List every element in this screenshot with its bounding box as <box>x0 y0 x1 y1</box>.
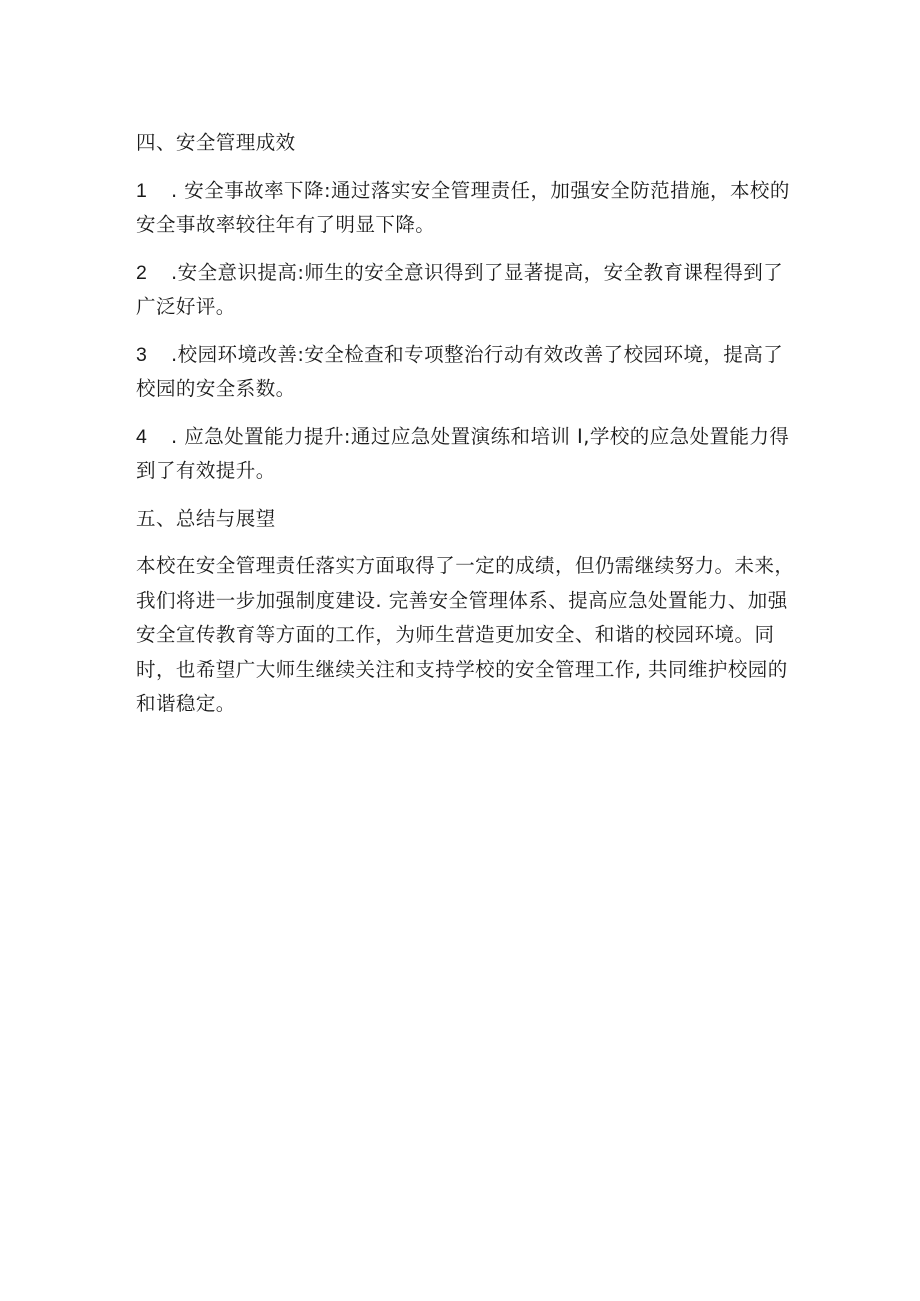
list-item-text: . 安全事故率下降:通过落实安全管理责任，加强安全防范措施，本校的 <box>171 178 790 202</box>
spacer <box>136 325 791 338</box>
spacer <box>136 536 791 549</box>
list-item-number: 2 <box>136 261 148 284</box>
section-5-heading: 五、总结与展望 <box>136 506 276 530</box>
list-item-text: .安全意识提高:师生的安全意识得到了显著提高，安全教育课程得到了 <box>171 260 784 284</box>
list-item-number: 1 <box>136 179 148 202</box>
list-item-3 <box>136 338 791 407</box>
list-item-line <box>136 420 791 455</box>
spacer <box>136 161 791 174</box>
spacer <box>136 407 791 420</box>
paragraph-line: 安全宣传教育等方面的工作，为师生营造更加安全、和谐的校园环境。同 <box>136 623 775 646</box>
list-item-number: 3 <box>136 343 148 366</box>
summary-paragraph <box>136 549 795 722</box>
spacer <box>136 489 791 502</box>
list-item-text: . 应急处置能力提升:通过应急处置演练和培训 I,学校的应急处置能力得 <box>171 424 790 448</box>
list-item-number: 4 <box>136 425 148 448</box>
paragraph-line: 本校在安全管理责任落实方面取得了一定的成绩，但仍需继续努力。未来， <box>136 554 795 577</box>
list-item-continuation: 到了有效提升。 <box>136 459 276 482</box>
list-item-continuation: 校园的安全系数。 <box>136 377 296 400</box>
list-item-1 <box>136 174 791 243</box>
list-item-2 <box>136 256 791 325</box>
document-body <box>136 126 795 722</box>
paragraph-line: 我们将进一步加强制度建设. 完善安全管理体系、提高应急处置能力、加强 <box>136 588 788 612</box>
list-item-line <box>136 256 791 291</box>
list-item-line <box>136 174 791 209</box>
list-item-4 <box>136 420 791 489</box>
list-item-text: .校园环境改善:安全检查和专项整治行动有效改善了校园环境，提高了 <box>171 342 784 366</box>
paragraph-line: 时，也希望广大师生继续关注和支持学校的安全管理工作, 共同维护校园的 <box>136 657 788 681</box>
list-item-line <box>136 338 791 373</box>
list-item-continuation: 广泛好评。 <box>136 295 236 318</box>
section-4-heading: 四、安全管理成效 <box>136 131 296 154</box>
paragraph-line: 和谐稳定。 <box>136 692 236 715</box>
list-item-continuation: 安全事故率较往年有了明显下降。 <box>136 213 436 236</box>
spacer <box>136 243 791 256</box>
